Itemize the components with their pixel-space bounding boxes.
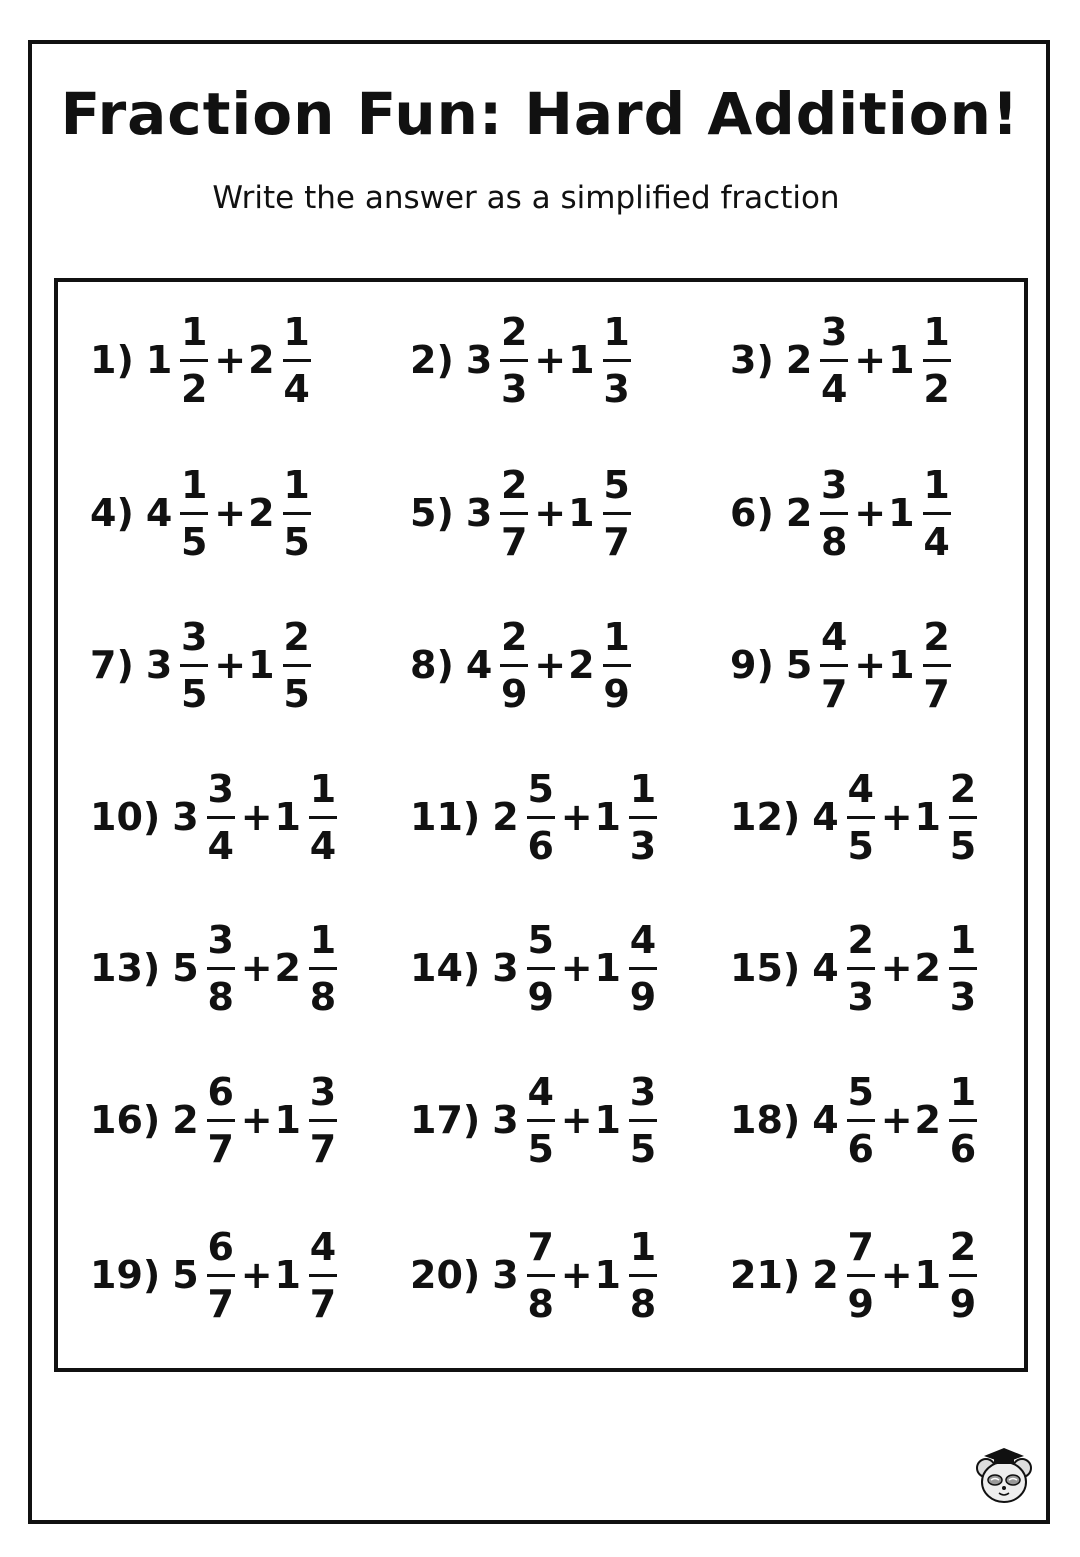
fraction	[180, 462, 208, 564]
numerator: 2	[949, 1224, 977, 1269]
plus-operator: +	[560, 946, 593, 990]
whole-number: 3	[492, 1253, 519, 1297]
fraction-bar	[500, 359, 528, 362]
worksheet-instructions: Write the answer as a simplified fraction	[212, 180, 840, 216]
problem-18	[730, 1065, 981, 1175]
fraction-bar	[949, 816, 977, 819]
fraction-bar	[923, 359, 951, 362]
fraction	[847, 917, 875, 1019]
fraction-bar	[949, 1274, 977, 1277]
plus-operator: +	[854, 338, 887, 382]
numerator: 3	[821, 462, 848, 507]
problem-number: 3)	[730, 338, 774, 382]
worksheet-title: Fraction Fun: Hard Addition!	[60, 80, 1020, 148]
fraction	[629, 1224, 657, 1326]
fraction	[207, 917, 235, 1019]
plus-operator: +	[880, 1253, 913, 1297]
denominator: 6	[949, 1126, 977, 1171]
denominator: 9	[847, 1281, 874, 1326]
whole-number: 2	[785, 338, 813, 382]
numerator: 2	[923, 614, 950, 659]
numerator: 1	[309, 766, 337, 811]
whole-number: 1	[594, 1098, 621, 1142]
problem-number: 17)	[410, 1098, 481, 1142]
whole-number: 1	[274, 1098, 301, 1142]
fraction-bar	[603, 512, 631, 515]
fraction-bar	[500, 664, 528, 667]
problem-1	[90, 305, 315, 415]
problem-10	[90, 762, 341, 872]
problem-19	[90, 1220, 341, 1330]
numerator: 2	[501, 462, 528, 507]
numerator: 2	[283, 614, 310, 659]
problem-number: 18)	[730, 1098, 801, 1142]
denominator: 4	[923, 519, 950, 564]
numerator: 3	[629, 1069, 657, 1114]
fraction-bar	[207, 967, 235, 970]
denominator: 7	[207, 1281, 234, 1326]
problem-8	[410, 610, 635, 720]
whole-number: 3	[465, 338, 493, 382]
problem-number: 7)	[90, 643, 134, 687]
fraction	[500, 309, 528, 411]
fraction	[309, 1224, 337, 1326]
denominator: 4	[207, 823, 234, 868]
problem-number: 6)	[730, 491, 774, 535]
fraction	[603, 614, 631, 716]
fraction	[949, 1224, 977, 1326]
plus-operator: +	[214, 338, 247, 382]
denominator: 3	[949, 974, 977, 1019]
whole-number: 1	[888, 338, 915, 382]
fraction-bar	[923, 664, 951, 667]
fraction-bar	[847, 1119, 875, 1122]
denominator: 7	[309, 1126, 337, 1171]
problem-number: 4)	[90, 491, 134, 535]
fraction	[180, 614, 208, 716]
plus-operator: +	[534, 491, 567, 535]
numerator: 4	[847, 766, 874, 811]
whole-number: 2	[914, 1098, 941, 1142]
whole-number: 1	[914, 795, 941, 839]
fraction	[820, 614, 848, 716]
whole-number: 1	[594, 946, 621, 990]
fraction	[603, 462, 631, 564]
whole-number: 1	[568, 338, 595, 382]
numerator: 3	[207, 766, 234, 811]
fraction	[207, 1069, 235, 1171]
plus-operator: +	[560, 1253, 593, 1297]
numerator: 7	[527, 1224, 554, 1269]
whole-number: 3	[492, 946, 519, 990]
fraction-bar	[283, 664, 311, 667]
fraction	[847, 1224, 875, 1326]
numerator: 4	[629, 917, 657, 962]
plus-operator: +	[880, 795, 913, 839]
whole-number: 1	[568, 491, 595, 535]
problem-15	[730, 913, 981, 1023]
fraction	[527, 1224, 555, 1326]
denominator: 7	[501, 519, 528, 564]
whole-number: 1	[274, 795, 301, 839]
numerator: 5	[527, 766, 554, 811]
fraction	[949, 766, 977, 868]
problem-number: 2)	[410, 338, 454, 382]
fraction	[949, 917, 977, 1019]
fraction-bar	[180, 359, 208, 362]
fraction	[629, 1069, 657, 1171]
denominator: 3	[847, 974, 874, 1019]
fraction	[847, 1069, 875, 1171]
denominator: 5	[949, 823, 977, 868]
fraction-bar	[820, 512, 848, 515]
denominator: 5	[527, 1126, 554, 1171]
fraction-bar	[180, 664, 208, 667]
problem-5	[410, 458, 635, 568]
denominator: 7	[923, 671, 950, 716]
plus-operator: +	[854, 643, 887, 687]
numerator: 1	[629, 766, 657, 811]
problem-7	[90, 610, 315, 720]
fraction	[309, 917, 337, 1019]
fraction	[527, 1069, 555, 1171]
problem-number: 15)	[730, 946, 801, 990]
denominator: 9	[629, 974, 657, 1019]
whole-number: 3	[172, 795, 199, 839]
fraction-bar	[180, 512, 208, 515]
numerator: 6	[207, 1069, 234, 1114]
whole-number: 5	[785, 643, 813, 687]
fraction-bar	[949, 1119, 977, 1122]
whole-number: 2	[274, 946, 301, 990]
problem-number: 16)	[90, 1098, 161, 1142]
problem-number: 13)	[90, 946, 161, 990]
denominator: 8	[207, 974, 234, 1019]
plus-operator: +	[880, 946, 913, 990]
fraction-bar	[629, 816, 657, 819]
denominator: 3	[501, 366, 528, 411]
plus-operator: +	[214, 491, 247, 535]
whole-number: 1	[594, 1253, 621, 1297]
fraction	[603, 309, 631, 411]
numerator: 2	[501, 614, 528, 659]
fraction-bar	[207, 816, 235, 819]
fraction-bar	[283, 512, 311, 515]
whole-number: 1	[274, 1253, 301, 1297]
fraction-bar	[527, 1119, 555, 1122]
problem-number: 5)	[410, 491, 454, 535]
plus-operator: +	[880, 1098, 913, 1142]
numerator: 5	[603, 462, 630, 507]
fraction-bar	[923, 512, 951, 515]
numerator: 4	[527, 1069, 554, 1114]
fraction	[923, 462, 951, 564]
problem-number: 11)	[410, 795, 481, 839]
problem-13	[90, 913, 341, 1023]
numerator: 2	[949, 766, 977, 811]
whole-number: 3	[465, 491, 493, 535]
plus-operator: +	[240, 1098, 273, 1142]
fraction	[820, 462, 848, 564]
problem-number: 19)	[90, 1253, 161, 1297]
plus-operator: +	[534, 338, 567, 382]
fraction	[283, 462, 311, 564]
whole-number: 1	[594, 795, 621, 839]
plus-operator: +	[534, 643, 567, 687]
problem-9	[730, 610, 955, 720]
whole-number: 2	[492, 795, 519, 839]
denominator: 6	[527, 823, 554, 868]
numerator: 1	[603, 309, 630, 354]
denominator: 7	[309, 1281, 337, 1326]
plus-operator: +	[854, 491, 887, 535]
whole-number: 2	[172, 1098, 199, 1142]
numerator: 1	[283, 462, 310, 507]
denominator: 5	[847, 823, 874, 868]
numerator: 5	[527, 917, 554, 962]
whole-number: 2	[785, 491, 813, 535]
whole-number: 1	[888, 643, 915, 687]
denominator: 8	[629, 1281, 657, 1326]
whole-number: 2	[248, 491, 275, 535]
whole-number: 5	[172, 946, 199, 990]
denominator: 9	[501, 671, 528, 716]
numerator: 1	[181, 462, 208, 507]
whole-number: 3	[145, 643, 173, 687]
problem-16	[90, 1065, 341, 1175]
fraction	[923, 309, 951, 411]
whole-number: 3	[492, 1098, 519, 1142]
fraction-bar	[603, 664, 631, 667]
fraction-bar	[527, 1274, 555, 1277]
denominator: 2	[923, 366, 950, 411]
fraction	[309, 1069, 337, 1171]
fraction-bar	[283, 359, 311, 362]
whole-number: 4	[812, 1098, 839, 1142]
numerator: 3	[181, 614, 208, 659]
numerator: 1	[923, 309, 950, 354]
problem-17	[410, 1065, 661, 1175]
numerator: 2	[847, 917, 874, 962]
numerator: 1	[181, 309, 208, 354]
numerator: 3	[309, 1069, 337, 1114]
problem-12	[730, 762, 981, 872]
problem-number: 21)	[730, 1253, 801, 1297]
fraction	[283, 614, 311, 716]
problem-6	[730, 458, 955, 568]
denominator: 8	[309, 974, 337, 1019]
fraction-bar	[629, 1274, 657, 1277]
whole-number: 1	[888, 491, 915, 535]
problem-3	[730, 305, 955, 415]
whole-number: 1	[914, 1253, 941, 1297]
problem-2	[410, 305, 635, 415]
whole-number: 4	[465, 643, 493, 687]
whole-number: 1	[248, 643, 275, 687]
fraction-bar	[629, 1119, 657, 1122]
denominator: 3	[629, 823, 657, 868]
problem-20	[410, 1220, 661, 1330]
numerator: 1	[923, 462, 950, 507]
denominator: 9	[603, 671, 630, 716]
denominator: 9	[527, 974, 554, 1019]
fraction	[207, 1224, 235, 1326]
fraction-bar	[207, 1119, 235, 1122]
fraction	[629, 917, 657, 1019]
denominator: 4	[283, 366, 310, 411]
denominator: 3	[603, 366, 630, 411]
fraction	[820, 309, 848, 411]
denominator: 8	[527, 1281, 554, 1326]
fraction-bar	[820, 359, 848, 362]
numerator: 7	[847, 1224, 874, 1269]
numerator: 4	[309, 1224, 337, 1269]
plus-operator: +	[560, 1098, 593, 1142]
numerator: 1	[309, 917, 337, 962]
fraction-bar	[500, 512, 528, 515]
fraction-bar	[949, 967, 977, 970]
denominator: 6	[847, 1126, 874, 1171]
numerator: 1	[283, 309, 310, 354]
denominator: 2	[181, 366, 208, 411]
fraction-bar	[820, 664, 848, 667]
plus-operator: +	[240, 946, 273, 990]
numerator: 3	[821, 309, 848, 354]
problem-4	[90, 458, 315, 568]
fraction-bar	[527, 816, 555, 819]
whole-number: 5	[172, 1253, 199, 1297]
denominator: 9	[949, 1281, 977, 1326]
problem-21	[730, 1220, 981, 1330]
fraction	[283, 309, 311, 411]
fraction-bar	[629, 967, 657, 970]
numerator: 1	[603, 614, 630, 659]
plus-operator: +	[214, 643, 247, 687]
fraction-bar	[603, 359, 631, 362]
denominator: 4	[821, 366, 848, 411]
denominator: 7	[603, 519, 630, 564]
fraction	[207, 766, 235, 868]
plus-operator: +	[240, 795, 273, 839]
numerator: 1	[629, 1224, 657, 1269]
fraction	[949, 1069, 977, 1171]
denominator: 5	[629, 1126, 657, 1171]
whole-number: 4	[145, 491, 173, 535]
denominator: 7	[821, 671, 848, 716]
numerator: 1	[949, 1069, 977, 1114]
fraction	[527, 917, 555, 1019]
fraction-bar	[309, 967, 337, 970]
fraction	[309, 766, 337, 868]
fraction-bar	[847, 1274, 875, 1277]
denominator: 5	[283, 671, 310, 716]
fraction-bar	[309, 1274, 337, 1277]
plus-operator: +	[560, 795, 593, 839]
problem-number: 10)	[90, 795, 161, 839]
fraction	[527, 766, 555, 868]
whole-number: 2	[914, 946, 941, 990]
problem-number: 14)	[410, 946, 481, 990]
fraction-bar	[847, 816, 875, 819]
numerator: 6	[207, 1224, 234, 1269]
whole-number: 2	[248, 338, 275, 382]
panda-graduate-icon	[972, 1444, 1036, 1508]
numerator: 3	[207, 917, 234, 962]
fraction	[847, 766, 875, 868]
denominator: 4	[309, 823, 337, 868]
problem-14	[410, 913, 661, 1023]
fraction-bar	[309, 1119, 337, 1122]
fraction-bar	[527, 967, 555, 970]
denominator: 7	[207, 1126, 234, 1171]
denominator: 5	[181, 671, 208, 716]
whole-number: 4	[812, 946, 839, 990]
fraction	[629, 766, 657, 868]
denominator: 5	[283, 519, 310, 564]
numerator: 5	[847, 1069, 874, 1114]
fraction-bar	[207, 1274, 235, 1277]
denominator: 8	[821, 519, 848, 564]
whole-number: 4	[812, 795, 839, 839]
problem-number: 20)	[410, 1253, 481, 1297]
denominator: 5	[181, 519, 208, 564]
plus-operator: +	[240, 1253, 273, 1297]
whole-number: 2	[568, 643, 595, 687]
whole-number: 1	[145, 338, 173, 382]
fraction	[500, 462, 528, 564]
fraction	[500, 614, 528, 716]
whole-number: 2	[812, 1253, 839, 1297]
fraction	[180, 309, 208, 411]
numerator: 4	[821, 614, 848, 659]
fraction	[923, 614, 951, 716]
problem-11	[410, 762, 661, 872]
problem-number: 8)	[410, 643, 454, 687]
numerator: 2	[501, 309, 528, 354]
problem-number: 9)	[730, 643, 774, 687]
problem-number: 12)	[730, 795, 801, 839]
fraction-bar	[847, 967, 875, 970]
problem-number: 1)	[90, 338, 134, 382]
fraction-bar	[309, 816, 337, 819]
numerator: 1	[949, 917, 977, 962]
